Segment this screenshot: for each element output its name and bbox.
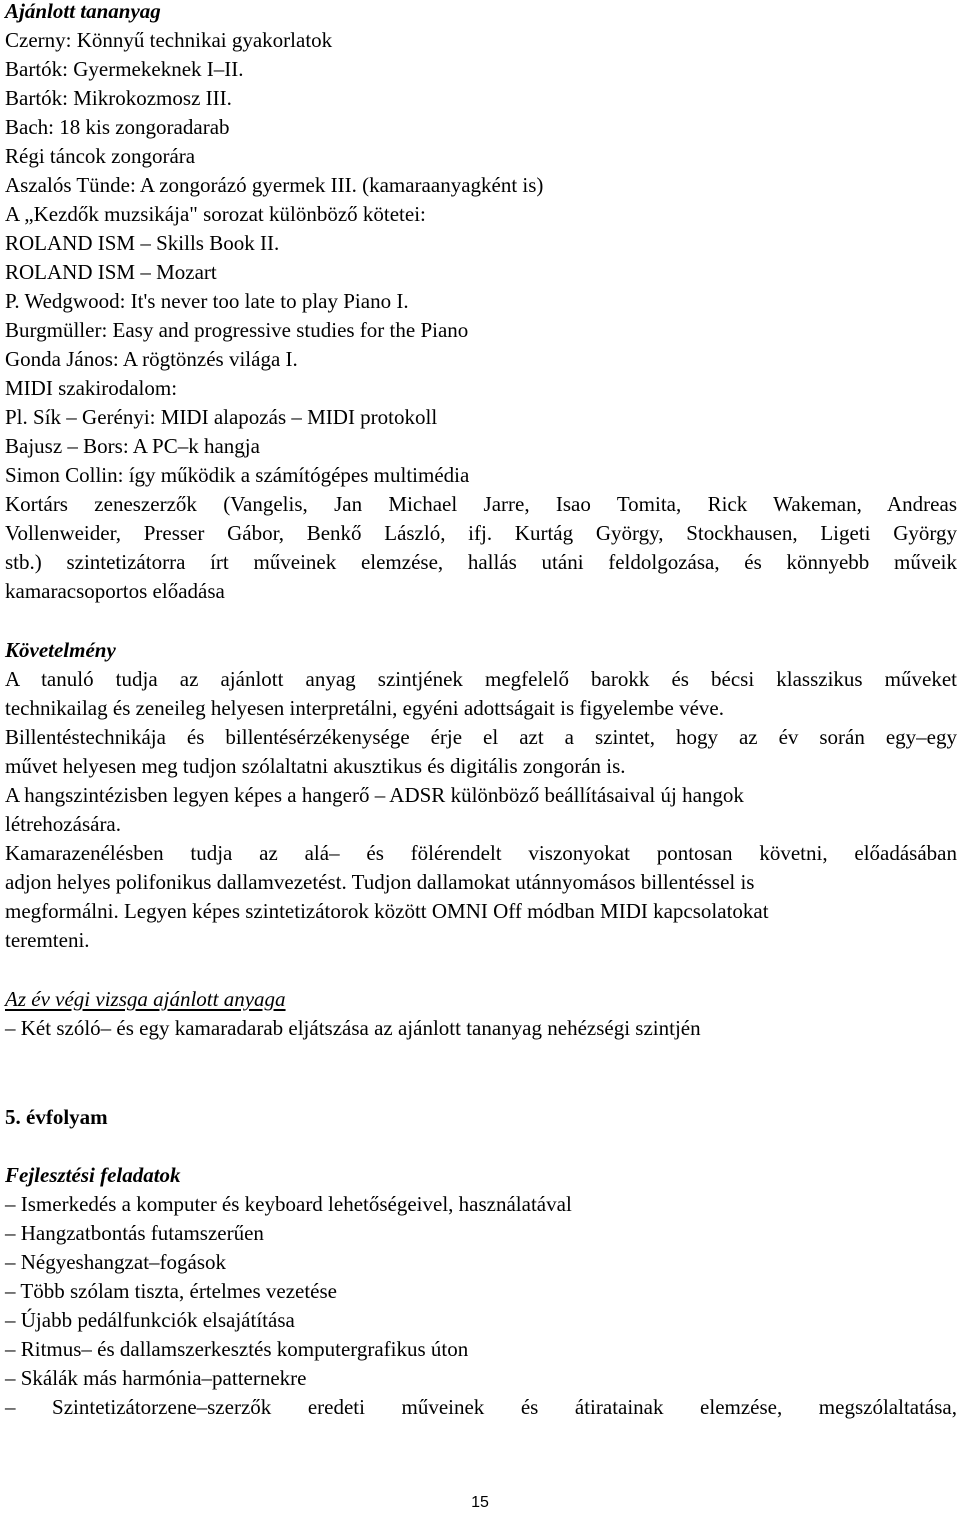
recommended-item: Régi táncok zongorára xyxy=(5,144,196,168)
task-item: – Szintetizátorzene–szerzők eredeti műveinek és átiratainak elemzése, megszólaltatása, xyxy=(5,1395,957,1419)
recommended-item: Bach: 18 kis zongoradarab xyxy=(5,115,230,139)
task-item: – Négyeshangzat–fogások xyxy=(5,1250,227,1274)
requirements-line: Billentéstechnikája és billentésérzékenysége érje el azt a szintet, hogy az év során egy–egy xyxy=(5,725,957,749)
exam-heading: Az év végi vizsga ajánlott anyaga xyxy=(5,987,286,1011)
recommended-item: Bajusz – Bors: A PC–k hangja xyxy=(5,434,260,458)
requirements-line: A tanuló tudja az ajánlott anyag szintjének megfelelő barokk és bécsi klasszikus műveket xyxy=(5,667,957,691)
exam-line: – Két szóló– és egy kamaradarab eljátszása az ajánlott tananyag nehézségi szintjén xyxy=(5,1016,701,1040)
requirements-line: létrehozására. xyxy=(5,812,122,836)
requirements-line: teremteni. xyxy=(5,928,90,952)
requirements-line: Kamarazenélésben tudja az alá– és fölérendelt viszonyokat pontosan követni, előadásában xyxy=(5,841,957,865)
task-item: – Ritmus– és dallamszerkesztés komputergrafikus úton xyxy=(5,1337,469,1361)
requirements-line: adjon helyes polifonikus dallamvezetést. Tudjon dallamokat utánnyomásos billentéssel is xyxy=(5,870,755,894)
recommended-item: ROLAND ISM – Mozart xyxy=(5,260,217,284)
recommended-item: Bartók: Mikrokozmosz III. xyxy=(5,86,232,110)
task-item: – Hangzatbontás futamszerűen xyxy=(5,1221,264,1245)
recommended-item: Simon Collin: így működik a számítógépes multimédia xyxy=(5,463,470,487)
recommended-item: P. Wedgwood: It's never too late to play Piano I. xyxy=(5,289,409,313)
grade-heading: 5. évfolyam xyxy=(5,1105,108,1129)
recommended-item: Burgmüller: Easy and progressive studies for the Piano xyxy=(5,318,469,342)
recommended-item: Gonda János: A rögtönzés világa I. xyxy=(5,347,298,371)
task-item: – Ismerkedés a komputer és keyboard lehetőségeivel, használatával xyxy=(5,1192,572,1216)
recommended-item: MIDI szakirodalom: xyxy=(5,376,178,400)
recommended-item: Czerny: Könnyű technikai gyakorlatok xyxy=(5,28,333,52)
composers-paragraph-line: Kortárs zeneszerzők (Vangelis, Jan Michael Jarre, Isao Tomita, Rick Wakeman, Andreas xyxy=(5,492,957,516)
composers-paragraph-line: stb.) szintetizátorra írt műveinek elemzése, hallás utáni feldolgozása, és könnyebb műveik xyxy=(5,550,957,574)
composers-paragraph-line: kamaracsoportos előadása xyxy=(5,579,225,603)
requirements-heading: Követelmény xyxy=(5,638,116,662)
recommended-item: Pl. Sík – Gerényi: MIDI alapozás – MIDI protokoll xyxy=(5,405,438,429)
task-item: – Több szólam tiszta, értelmes vezetése xyxy=(5,1279,337,1303)
requirements-line: megformálni. Legyen képes szintetizátorok között OMNI Off módban MIDI kapcsolatokat xyxy=(5,899,769,923)
development-tasks-heading: Fejlesztési feladatok xyxy=(5,1163,181,1187)
requirements-line: A hangszintézisben legyen képes a hangerő – ADSR különböző beállításaival új hangok xyxy=(5,783,744,807)
task-item: – Skálák más harmónia–patternekre xyxy=(5,1366,307,1390)
recommended-item: A „Kezdők muzsikája" sorozat különböző kötetei: xyxy=(5,202,426,226)
recommended-item: ROLAND ISM – Skills Book II. xyxy=(5,231,280,255)
recommended-material-heading: Ajánlott tananyag xyxy=(5,0,161,23)
requirements-line: technikailag és zeneileg helyesen interpretálni, egyéni adottságait is figyelembe véve. xyxy=(5,696,724,720)
recommended-item: Bartók: Gyermekeknek I–II. xyxy=(5,57,244,81)
page-number: 15 xyxy=(471,1494,489,1511)
task-item: – Újabb pedálfunkciók elsajátítása xyxy=(5,1308,295,1332)
recommended-item: Aszalós Tünde: A zongorázó gyermek III. (kamaraanyagként is) xyxy=(5,173,544,197)
requirements-line: művet helyesen meg tudjon szólaltatni akusztikus és digitális zongorán is. xyxy=(5,754,626,778)
composers-paragraph-line: Vollenweider, Presser Gábor, Benkő László, ifj. Kurtág György, Stockhausen, Ligeti György xyxy=(5,521,957,545)
